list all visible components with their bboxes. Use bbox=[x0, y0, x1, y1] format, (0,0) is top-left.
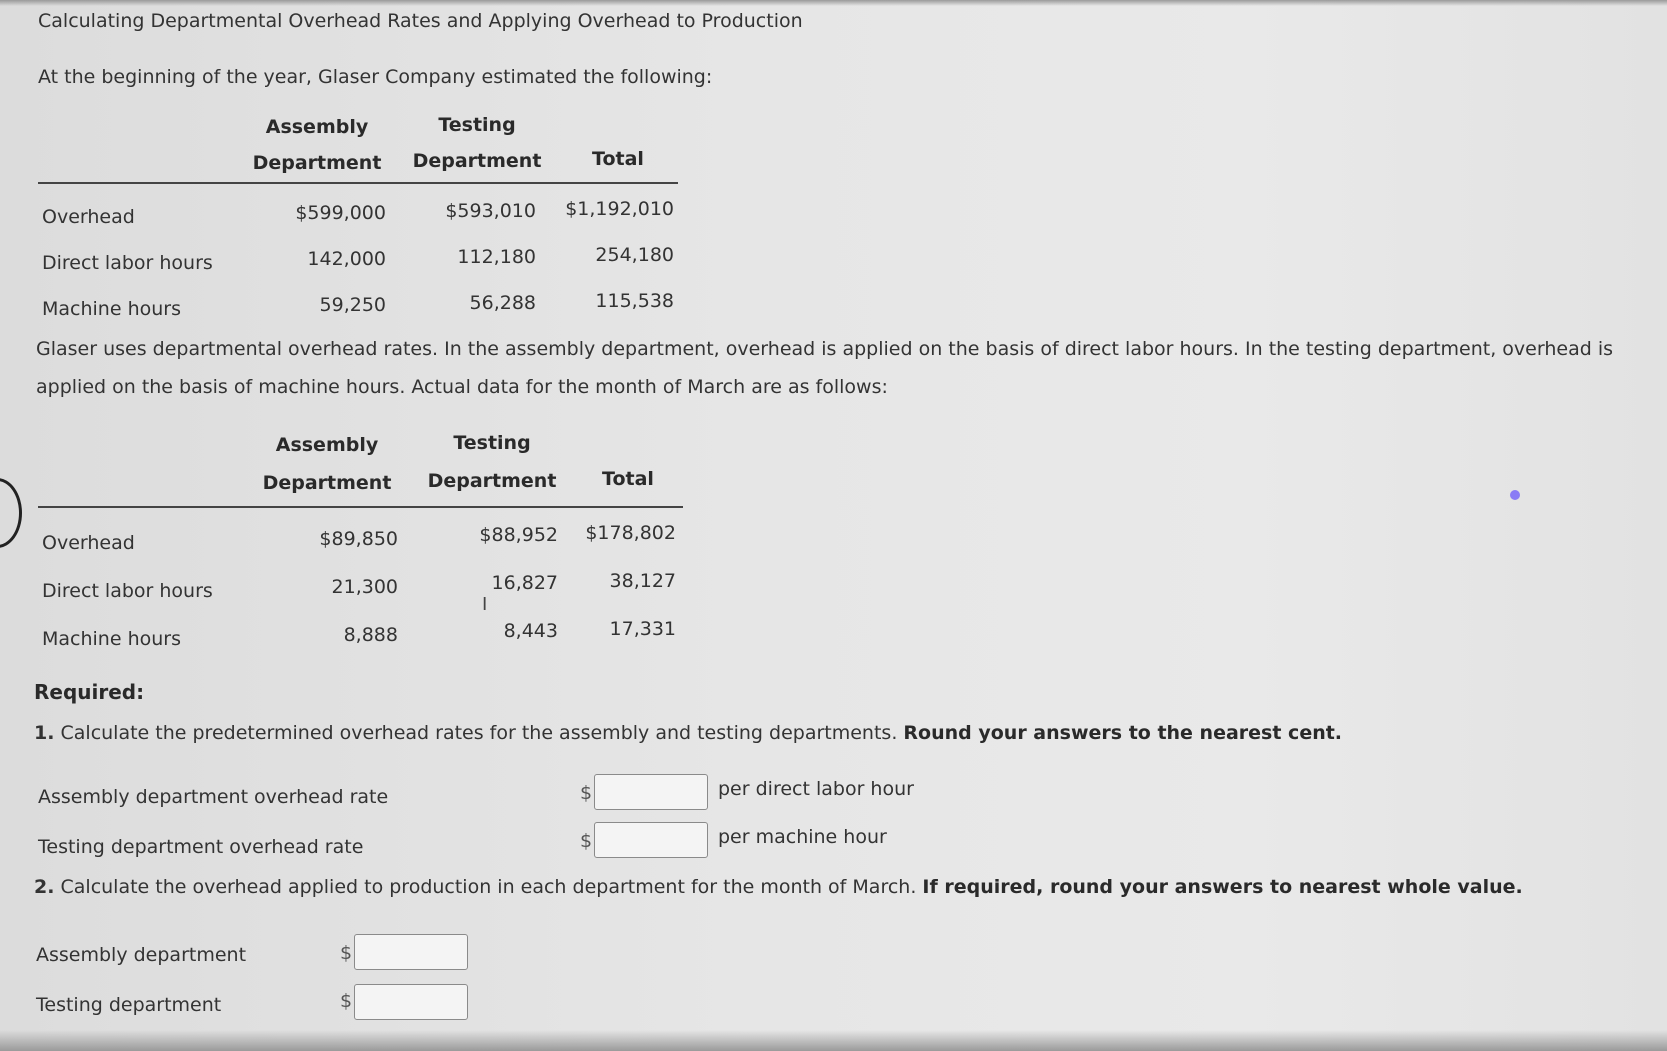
col-header-assembly-line1: Assembly bbox=[265, 116, 369, 138]
col-header-assembly-line2: Department bbox=[262, 472, 392, 494]
cell-assembly-overhead: $599,000 bbox=[295, 202, 386, 224]
question-2-instruction: If required, round your answers to nearest whole value. bbox=[922, 876, 1523, 898]
cell-testing-dlh: 112,180 bbox=[457, 246, 536, 268]
row-label-machine-hours: Machine hours bbox=[42, 298, 181, 320]
intro-text: At the beginning of the year, Glaser Company estimated the following: bbox=[38, 66, 713, 88]
cell-assembly-mh: 8,888 bbox=[343, 624, 398, 646]
question-1-number: 1. bbox=[34, 722, 55, 744]
col-header-total: Total bbox=[592, 148, 644, 170]
currency-symbol: $ bbox=[580, 782, 593, 804]
cell-total-overhead: $1,192,010 bbox=[565, 198, 674, 220]
row-label-overhead: Overhead bbox=[42, 206, 135, 228]
currency-symbol: $ bbox=[340, 990, 353, 1012]
row-label-direct-labor-hours: Direct labor hours bbox=[42, 252, 213, 274]
col-header-total: Total bbox=[602, 468, 654, 490]
assembly-applied-row bbox=[36, 934, 536, 974]
currency-symbol: $ bbox=[340, 942, 353, 964]
col-header-assembly-line2: Department bbox=[252, 152, 382, 174]
col-header-assembly-line1: Assembly bbox=[275, 434, 379, 456]
actual-table bbox=[38, 420, 678, 650]
question-2-number: 2. bbox=[34, 876, 55, 898]
testing-rate-unit: per machine hour bbox=[718, 826, 887, 848]
cell-total-mh: 115,538 bbox=[595, 290, 674, 312]
estimated-table bbox=[38, 112, 678, 322]
cell-total-mh: 17,331 bbox=[609, 618, 676, 640]
top-shadow bbox=[0, 0, 1667, 6]
cell-assembly-mh: 59,250 bbox=[319, 294, 386, 316]
col-header-testing-line2: Department bbox=[427, 470, 557, 492]
col-header-testing-line1: Testing bbox=[438, 114, 516, 136]
assembly-rate-label: Assembly department overhead rate bbox=[38, 786, 389, 808]
question-1-instruction: Round your answers to the nearest cent. bbox=[903, 722, 1343, 744]
assembly-rate-row bbox=[38, 774, 938, 814]
row-label-direct-labor-hours: Direct labor hours bbox=[42, 580, 213, 602]
cell-testing-mh: 8,443 bbox=[503, 620, 558, 642]
testing-rate-input[interactable] bbox=[594, 822, 708, 858]
currency-symbol: $ bbox=[580, 830, 593, 852]
testing-rate-row bbox=[38, 822, 938, 862]
assembly-applied-input[interactable] bbox=[354, 934, 468, 970]
cell-testing-mh: 56,288 bbox=[469, 292, 536, 314]
bottom-shadow bbox=[0, 1030, 1667, 1051]
cell-assembly-overhead: $89,850 bbox=[319, 528, 398, 550]
cell-assembly-dlh: 142,000 bbox=[307, 248, 386, 270]
question-1 bbox=[34, 722, 1342, 744]
cell-testing-overhead: $593,010 bbox=[445, 200, 536, 222]
header-rule bbox=[38, 506, 683, 508]
assembly-rate-unit: per direct labor hour bbox=[718, 778, 914, 800]
testing-applied-input[interactable] bbox=[354, 984, 468, 1020]
text-cursor-icon: I bbox=[482, 594, 488, 615]
header-rule bbox=[38, 182, 678, 184]
description-paragraph: Glaser uses departmental overhead rates. In the assembly department, overhead is applied on the basis of direct labor hours. In the testing department, overhead is applied on the basis of machine hours. Actual data for the month of March are as follows: bbox=[36, 338, 1613, 398]
cell-total-dlh: 38,127 bbox=[609, 570, 676, 592]
stray-dot bbox=[1510, 490, 1520, 500]
row-label-machine-hours: Machine hours bbox=[42, 628, 181, 650]
assembly-applied-label: Assembly department bbox=[36, 944, 247, 966]
problem-title: Calculating Departmental Overhead Rates and Applying Overhead to Production bbox=[38, 10, 803, 32]
question-1-text: Calculate the predetermined overhead rates for the assembly and testing departments. bbox=[60, 722, 898, 744]
cell-testing-dlh: 16,827 bbox=[491, 572, 558, 594]
testing-rate-label: Testing department overhead rate bbox=[38, 836, 364, 858]
cell-assembly-dlh: 21,300 bbox=[331, 576, 398, 598]
cell-testing-overhead: $88,952 bbox=[479, 524, 558, 546]
question-2 bbox=[34, 876, 1523, 898]
col-header-testing-line2: Department bbox=[412, 150, 542, 172]
testing-applied-row bbox=[36, 984, 536, 1024]
assembly-rate-input[interactable] bbox=[594, 774, 708, 810]
cell-total-overhead: $178,802 bbox=[585, 522, 676, 544]
question-2-text: Calculate the overhead applied to production in each department for the month of March. bbox=[60, 876, 917, 898]
col-header-testing-line1: Testing bbox=[453, 432, 531, 454]
left-edge-arc bbox=[0, 478, 22, 548]
row-label-overhead: Overhead bbox=[42, 532, 135, 554]
cell-total-dlh: 254,180 bbox=[595, 244, 674, 266]
required-heading: Required: bbox=[34, 680, 145, 704]
testing-applied-label: Testing department bbox=[36, 994, 222, 1016]
